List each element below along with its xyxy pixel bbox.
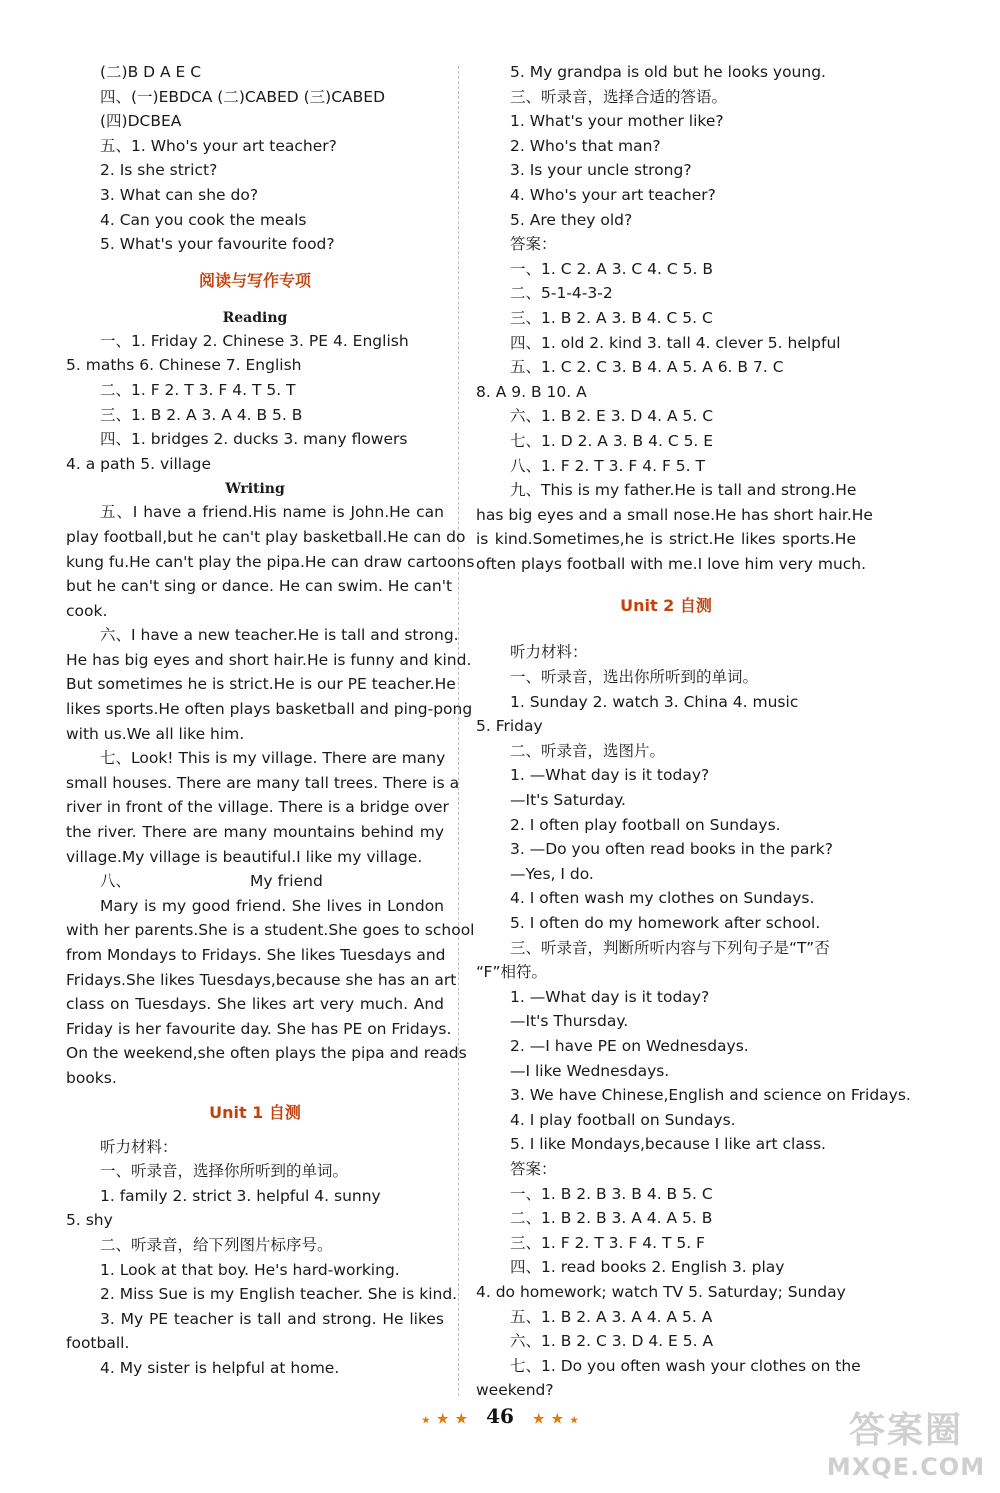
question-heading: “F”相符。	[476, 963, 547, 982]
star-icon: ★	[551, 1412, 564, 1427]
question-line: 五、1. Who's your art teacher?	[100, 136, 337, 155]
listening-line: 1. What's your mother like?	[510, 112, 724, 131]
answer-line: 8. A 9. B 10. A	[476, 382, 587, 401]
answer-line: 5. shy	[66, 1211, 113, 1230]
essay-line: the river. There are many mountains behind my	[66, 823, 444, 842]
question-heading: 二、听录音，给下列图片标序号。	[100, 1235, 333, 1254]
listening-line: —It's Saturday.	[510, 791, 626, 810]
listening-line: 3. We have Chinese,English and science on Fridays.	[510, 1086, 911, 1105]
essay-line: He has big eyes and short hair.He is funny and kind.	[66, 650, 472, 669]
section-title: 阅读与写作专项	[198, 270, 311, 290]
answer-line: 一、1. C 2. A 3. C 4. C 5. B	[510, 259, 713, 278]
answer-line: (二)B D A E C	[100, 63, 202, 81]
writing-title: Writing	[225, 481, 285, 498]
essay-line: Fridays.She likes Tuesdays,because she has an art	[66, 970, 457, 989]
watermark-text: 答案圈	[848, 1410, 963, 1451]
answer-line: 五、1. C 2. C 3. B 4. A 5. A 6. B 7. C	[510, 358, 784, 377]
answer-line: 5. maths 6. Chinese 7. English	[66, 356, 302, 375]
essay-line: from Mondays to Fridays. She likes Tuesdays and	[66, 946, 446, 964]
question-line: 2. Is she strict?	[100, 161, 218, 180]
essay-line: but he can't sing or dance. He can swim. He can't	[66, 577, 453, 596]
essay-line: 六、I have a new teacher.He is tall and strong.	[100, 626, 459, 645]
question-line: 七、1. Do you often wash your clothes on the	[510, 1356, 861, 1375]
answer-line: 四、(一)EBDCA (二)CABED (三)CABED	[100, 87, 386, 106]
answer-line: 一、1. B 2. B 3. B 4. B 5. C	[510, 1184, 713, 1203]
essay-line: play football,but he can't play basketball.He can do	[66, 527, 466, 546]
essay-line: likes sports.He often plays basketball and ping-pong	[66, 700, 473, 719]
question-line: 4. Can you cook the meals	[100, 210, 307, 229]
question-heading: 二、听录音，选图片。	[510, 741, 666, 760]
essay-line: Mary is my good friend. She lives in London	[100, 896, 444, 915]
unit2-title: Unit 2 自测	[620, 596, 712, 616]
listening-line: 3. Is your uncle strong?	[510, 161, 692, 180]
page-number: 46	[486, 1404, 514, 1428]
listening-line: 3. —Do you often read books in the park?	[510, 840, 833, 859]
listening-line: 2. —I have PE on Wednesdays.	[510, 1036, 749, 1055]
answer-line: 八、1. F 2. T 3. F 4. F 5. T	[510, 456, 705, 475]
essay-heading	[66, 869, 444, 894]
essay-line: village.My village is beautiful.I like my village.	[66, 847, 423, 866]
listening-line: 5. Are they old?	[510, 210, 633, 229]
essay-title: My friend	[250, 872, 323, 891]
answer-line: 四、1. old 2. kind 3. tall 4. clever 5. helpful	[510, 333, 841, 352]
page-footer	[370, 1404, 630, 1428]
listening-line: 5. I like Mondays,because I like art class.	[510, 1135, 826, 1154]
answer-line: 三、1. B 2. A 3. A 4. B 5. B	[100, 405, 303, 424]
essay-line: has big eyes and a small nose.He has short hair.He	[476, 505, 873, 524]
answer-line: 二、1. B 2. B 3. A 4. A 5. B	[510, 1209, 713, 1228]
material-label: 听力材料：	[100, 1137, 178, 1156]
answer-line: 六、1. B 2. E 3. D 4. A 5. C	[510, 407, 714, 426]
essay-line: is kind.Sometimes,he is strict.He likes sports.He	[476, 530, 856, 549]
question-heading: 一、听录音，选择你所听到的单词。	[100, 1162, 349, 1181]
unit1-title: Unit 1 自测	[209, 1102, 301, 1122]
listening-line: 4. My sister is helpful at home.	[100, 1358, 340, 1377]
listening-line: 3. My PE teacher is tall and strong. He likes	[100, 1309, 444, 1328]
listening-line: football.	[66, 1334, 130, 1353]
watermark	[826, 1402, 986, 1481]
listening-line: 2. I often play football on Sundays.	[510, 815, 781, 834]
answer-line: 1. family 2. strict 3. helpful 4. sunny	[100, 1186, 381, 1205]
essay-number: 八、	[100, 872, 132, 891]
essay-line: Friday is her favourite day. She has PE on Fridays.	[66, 1019, 452, 1038]
listening-line: —I like Wednesdays.	[510, 1061, 670, 1080]
star-icon: ★	[532, 1412, 545, 1427]
essay-line: small houses. There are many tall trees. There is a	[66, 773, 460, 792]
answer-line: 三、1. F 2. T 3. F 4. T 5. F	[510, 1233, 705, 1252]
question-line: weekend?	[476, 1381, 554, 1400]
essay-line: river in front of the village. There is a bridge over	[66, 798, 449, 817]
left-column	[66, 60, 475, 1381]
answer-line: 五、1. B 2. A 3. A 4. A 5. A	[510, 1307, 713, 1326]
essay-line: kung fu.He can't play the pipa.He can draw cartoons	[66, 552, 475, 571]
listening-line: 2. Who's that man?	[510, 136, 661, 155]
answer-line: 四、1. bridges 2. ducks 3. many flowers	[100, 430, 408, 449]
listening-line: 4. Who's your art teacher?	[510, 185, 716, 204]
answers-label: 答案：	[510, 235, 557, 254]
listening-line: 5. My grandpa is old but he looks young.	[510, 63, 826, 81]
answer-line: 六、1. B 2. C 3. D 4. E 5. A	[510, 1332, 714, 1351]
answer-line: 七、1. D 2. A 3. B 4. C 5. E	[510, 431, 714, 450]
column-divider	[458, 66, 459, 1396]
question-line: 3. What can she do?	[100, 185, 259, 204]
material-label: 听力材料：	[510, 643, 588, 662]
answer-line: 二、5-1-4-3-2	[510, 284, 613, 303]
answer-line: 1. Sunday 2. watch 3. China 4. music	[510, 692, 799, 711]
essay-line: On the weekend,she often plays the pipa and reads	[66, 1044, 467, 1063]
essay-line: 九、This is my father.He is tall and strong.He	[510, 481, 857, 500]
listening-line: —It's Thursday.	[510, 1012, 629, 1031]
essay-line: books.	[66, 1068, 117, 1087]
watermark-url: MXQE.COM	[826, 1453, 986, 1481]
listening-line: —Yes, I do.	[510, 864, 594, 883]
star-icon: ★	[570, 1416, 579, 1426]
question-heading: 三、听录音，判断所听内容与下列句子是“T”否	[510, 938, 830, 957]
essay-line: with us.We all like him.	[66, 724, 245, 743]
star-icon: ★	[436, 1412, 449, 1427]
star-icon: ★	[455, 1412, 468, 1427]
essay-line: often plays football with me.I love him very much.	[476, 554, 867, 573]
question-heading: 一、听录音，选出你所听到的单词。	[510, 668, 759, 687]
answer-line: 5. Friday	[476, 717, 543, 736]
listening-line: 4. I play football on Sundays.	[510, 1110, 736, 1129]
star-icon: ★	[421, 1416, 430, 1426]
essay-line: 七、Look! This is my village. There are many	[100, 749, 446, 768]
answer-line: (四)DCBEA	[100, 112, 182, 131]
listening-line: 1. —What day is it today?	[510, 987, 710, 1006]
listening-line: 1. Look at that boy. He's hard-working.	[100, 1260, 400, 1279]
essay-line: class on Tuesdays. She likes art very much. And	[66, 995, 444, 1014]
listening-line: 4. I often wash my clothes on Sundays.	[510, 889, 815, 908]
essay-line: with her parents.She is a student.She goes to school	[66, 921, 475, 940]
answer-line: 二、1. F 2. T 3. F 4. T 5. T	[100, 380, 296, 399]
essay-line: 五、I have a friend.His name is John.He can	[100, 503, 444, 522]
listening-line: 2. Miss Sue is my English teacher. She is kind.	[100, 1285, 458, 1304]
question-line: 5. What's your favourite food?	[100, 235, 335, 254]
reading-title: Reading	[222, 309, 288, 326]
listening-line: 5. I often do my homework after school.	[510, 914, 821, 932]
question-heading: 三、听录音，选择合适的答语。	[510, 87, 728, 106]
answers-label: 答案：	[510, 1159, 557, 1178]
essay-line: But sometimes he is strict.He is our PE teacher.He	[66, 675, 456, 694]
answer-line: 4. do homework; watch TV 5. Saturday; Sunday	[476, 1282, 846, 1301]
right-column	[476, 60, 911, 1403]
answer-line: 一、1. Friday 2. Chinese 3. PE 4. English	[100, 331, 409, 350]
listening-line: 1. —What day is it today?	[510, 766, 710, 785]
answer-line: 四、1. read books 2. English 3. play	[510, 1258, 785, 1277]
essay-line: cook.	[66, 601, 108, 620]
answer-line: 4. a path 5. village	[66, 454, 211, 473]
answer-line: 三、1. B 2. A 3. B 4. C 5. C	[510, 308, 713, 327]
